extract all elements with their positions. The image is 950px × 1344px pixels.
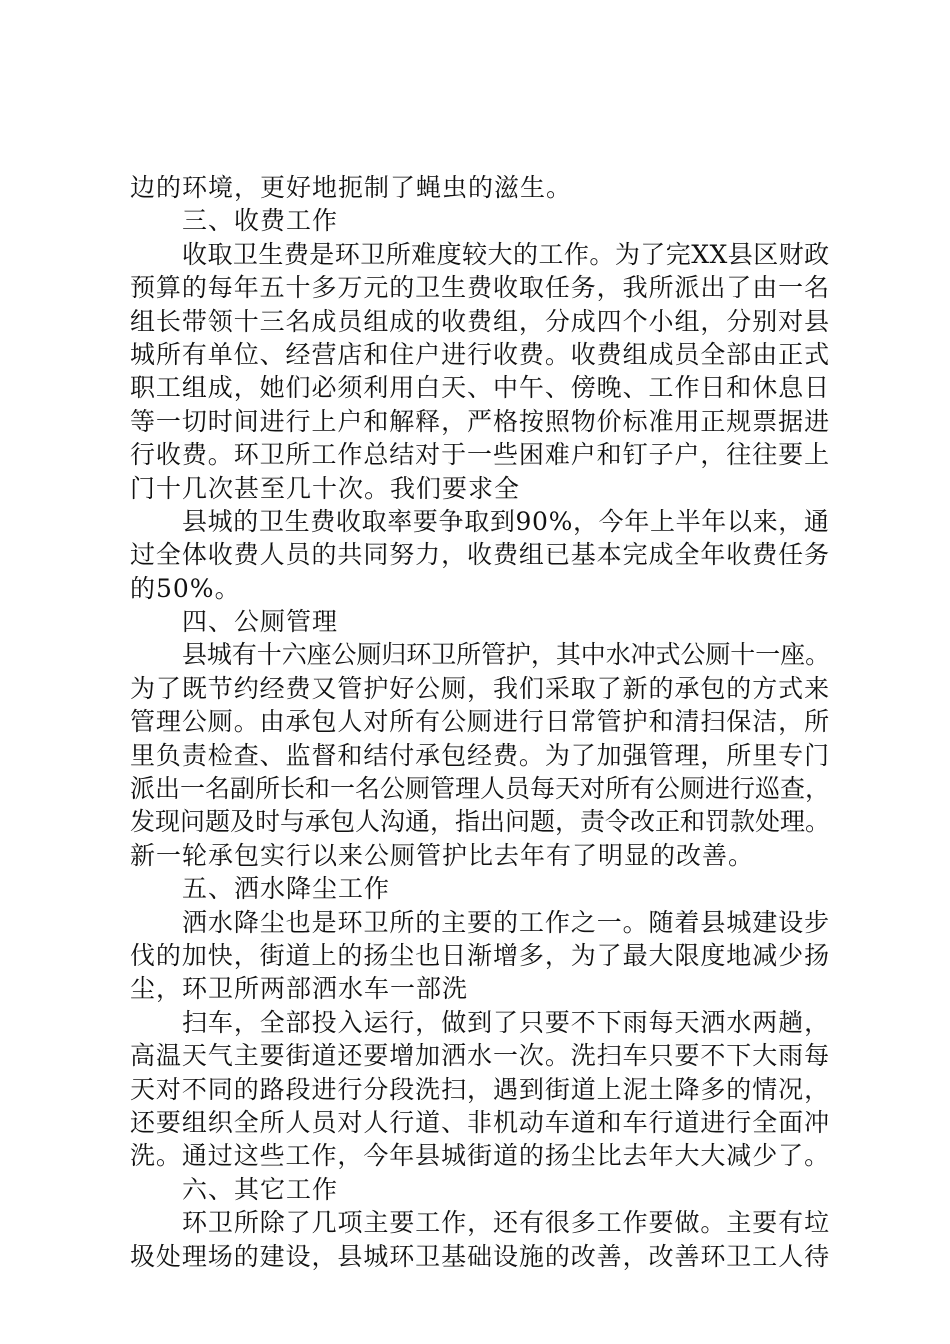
text-line: 扫车，全部投入运行，做到了只要不下雨每天洒水两趟， (182, 1007, 831, 1037)
text-line: 尘，环卫所两部洒水车一部洗 (130, 974, 469, 1004)
text-line: 高温天气主要街道还要增加洒水一次。洗扫车只要不下大雨每 (130, 1041, 831, 1071)
text-line: 四、公厕管理 (182, 607, 339, 637)
text-line: 五、洒水降尘工作 (182, 874, 391, 904)
text-line: 县城的卫生费收取率要争取到90%，今年上半年以来，通 (182, 506, 830, 536)
text-line: 县城有十六座公厕归环卫所管护，其中水冲式公厕十一座。 (182, 640, 831, 670)
text-line: 洒水降尘也是环卫所的主要的工作之一。随着县城建设步 (182, 907, 831, 937)
document-body (130, 171, 830, 1273)
text-line: 边的环境，更好地扼制了蝇虫的滋生。 (130, 173, 573, 202)
text-line: 圾处理场的建设，县城环卫基础设施的改善，改善环卫工人待 (130, 1241, 831, 1271)
text-line: 伐的加快，街道上的扬尘也日渐增多，为了最大限度地减少扬 (130, 940, 831, 970)
text-line: 环卫所除了几项主要工作，还有很多工作要做。主要有垃 (182, 1208, 831, 1238)
text-line: 的50%。 (130, 573, 241, 603)
text-line: 还要组织全所人员对人行道、非机动车道和车行道进行全面冲 (130, 1107, 831, 1137)
text-line: 职工组成，她们必须利用白天、中午、傍晚、工作日和休息日 (130, 373, 831, 403)
text-line: 预算的每年五十多万元的卫生费收取任务，我所派出了由一名 (130, 273, 831, 303)
text-line: 管理公厕。由承包人对所有公厕进行日常管护和清扫保洁，所 (130, 707, 831, 737)
text-line: 门十几次甚至几十次。我们要求全 (130, 473, 521, 503)
text-line: 行收费。环卫所工作总结对于一些困难户和钉子户，往往要上 (130, 440, 831, 470)
text-line: 为了既节约经费又管护好公厕，我们采取了新的承包的方式来 (130, 673, 831, 703)
text-line: 组长带领十三名成员组成的收费组，分成四个小组，分别对县 (130, 306, 831, 336)
text-line: 收取卫生费是环卫所难度较大的工作。为了完XX县区财政 (182, 239, 830, 269)
text-line: 派出一名副所长和一名公厕管理人员每天对所有公厕进行巡查， (130, 774, 831, 804)
text-line: 六、其它工作 (182, 1174, 339, 1204)
text-line: 城所有单位、经营店和住户进行收费。收费组成员全部由正式 (130, 339, 831, 369)
text-line: 里负责检查、监督和结付承包经费。为了加强管理，所里专门 (130, 740, 831, 770)
text-line: 发现问题及时与承包人沟通，指出问题，责令改正和罚款处理。 (130, 807, 831, 837)
text-line: 洗。通过这些工作，今年县城街道的扬尘比去年大大减少了。 (130, 1141, 831, 1171)
text-line: 过全体收费人员的共同努力，收费组已基本完成全年收费任务 (130, 540, 831, 570)
text-line: 等一切时间进行上户和解释，严格按照物价标准用正规票据进 (130, 406, 831, 436)
text-line: 天对不同的路段进行分段洗扫，遇到街道上泥土降多的情况， (130, 1074, 831, 1104)
text-line: 新一轮承包实行以来公厕管护比去年有了明显的改善。 (130, 840, 755, 870)
text-line: 三、收费工作 (182, 206, 339, 236)
